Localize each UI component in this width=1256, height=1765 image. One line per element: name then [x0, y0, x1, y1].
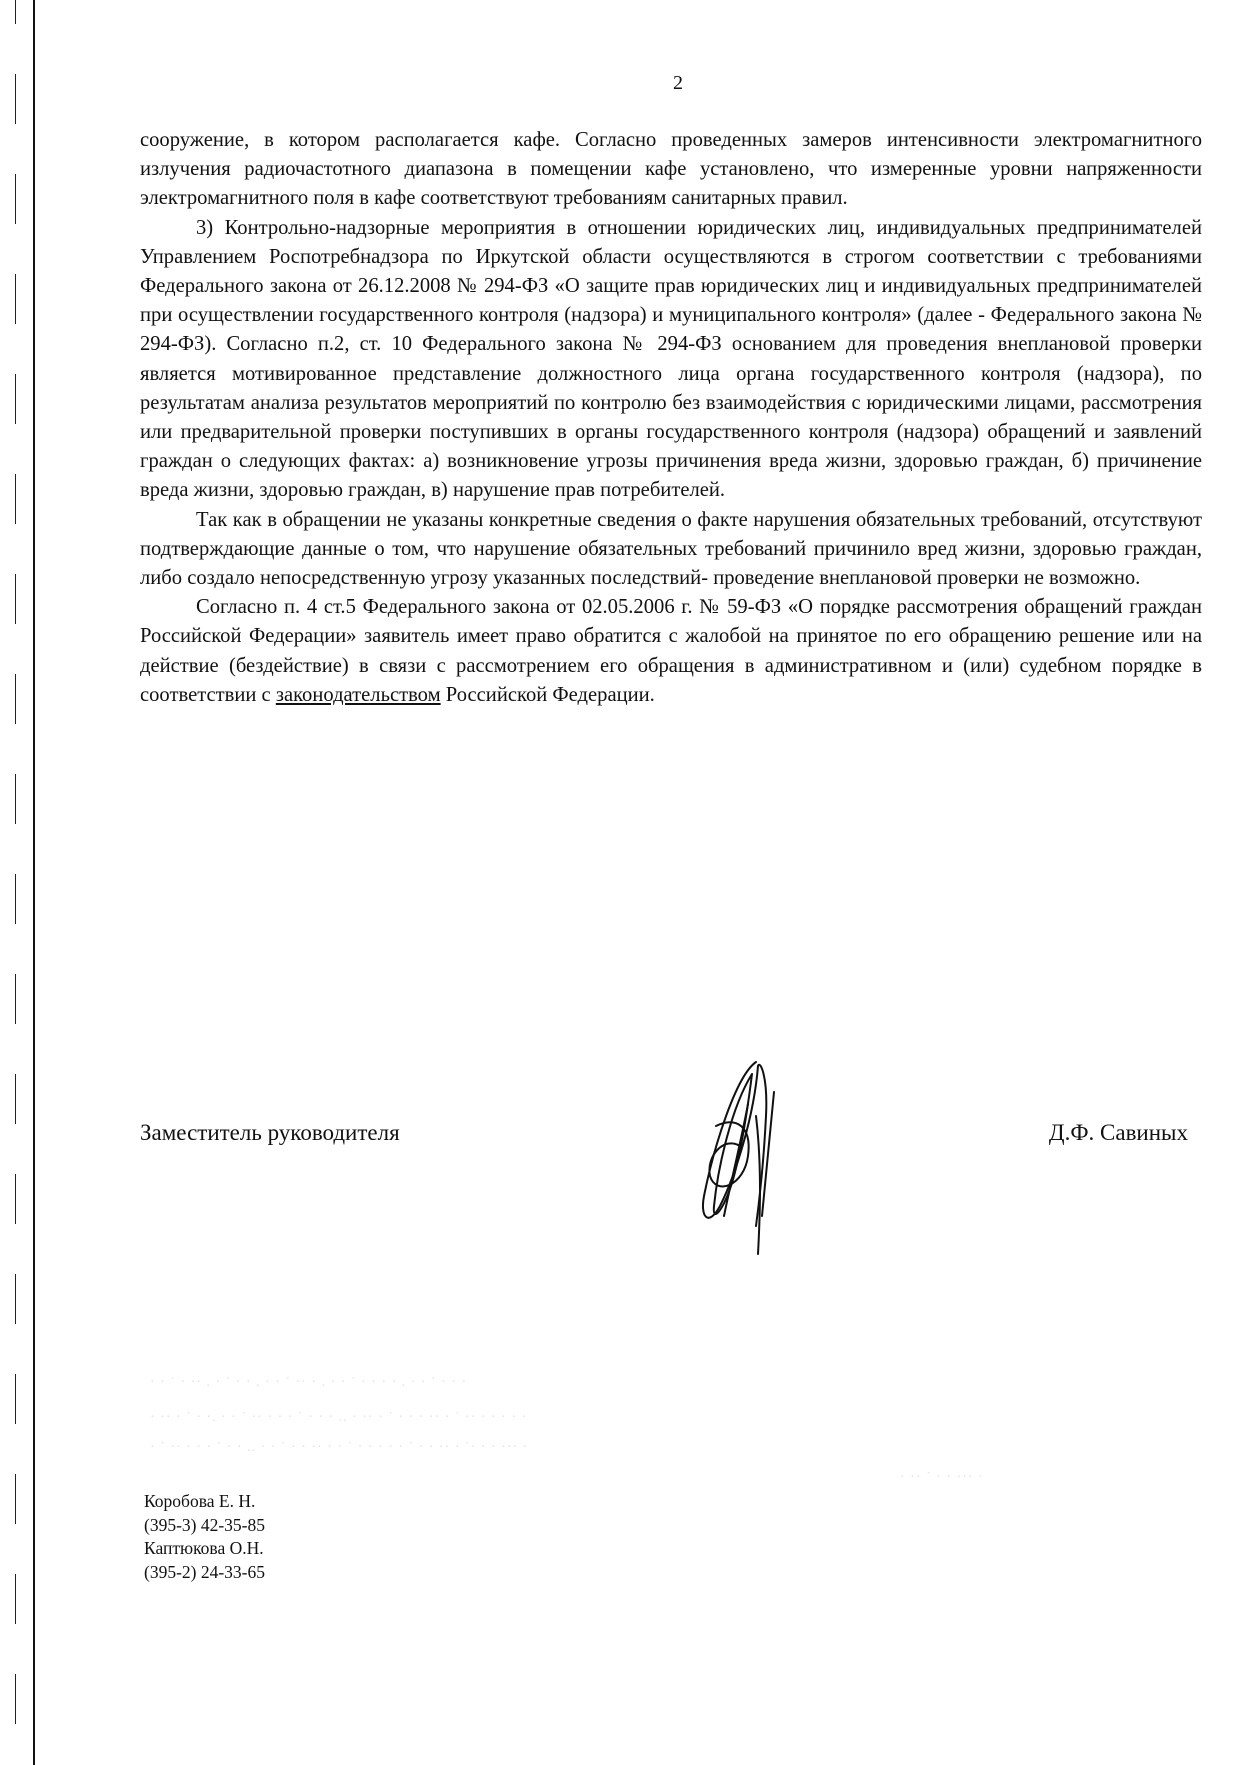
position-title: Заместитель руководителя	[140, 1120, 400, 1145]
scan-edge-dash	[15, 174, 16, 224]
scan-edge-dash	[15, 1574, 16, 1624]
scan-edge-dash	[15, 1174, 16, 1224]
executor-contacts	[144, 1490, 265, 1584]
scan-edge-dash	[15, 674, 16, 724]
scan-edge-dash	[15, 574, 16, 624]
appeal-text-before: Согласно п. 4 ст.5 Федерального закона от 02.05.2006 г. № 59-ФЗ «О порядке рассмотрения обращений граждан Российской Федерации» заявитель имеет право обратится с жалобой на принятое по его обращению решение или на действие (бездействие) в связи с рассмотрением его обращения в административном и (или) судебном порядке в соответствии с	[140, 596, 1202, 706]
scan-edge-dash	[15, 1674, 16, 1724]
scan-edge-dash	[15, 374, 16, 424]
bleed-through-noise: · ·· · ˙ · ·. · · ˙ ·· · · · ˙ · · · .. · ·· · ˙ · · · ·· · ˙ ·· · · · · ·	[150, 1410, 528, 1425]
page-number: 2	[673, 72, 683, 94]
contact-name: Коробова Е. Н.	[144, 1491, 256, 1511]
scan-edge-dash	[15, 274, 16, 324]
handwritten-signature-icon	[696, 1056, 796, 1256]
bleed-through-noise: · · ˙ · ·· . · ˙ · · . · · ˙ ·· · . · · ˙ · · · · . · · ˙ · · ·	[150, 1375, 468, 1390]
scan-edge-dash	[15, 1074, 16, 1124]
legislation-underlined-text: законодательством	[275, 683, 441, 706]
paragraph-no-inspection: Так как в обращении не указаны конкретные сведения о факте нарушения обязательных требований, отсутствуют подтверждающие данные о том, что нарушение обязательных требований причинило вред жизни, здоровью граждан, либо создало непосредственную угрозу указанных последствий- проведение внеплановой проверки не возможно.	[140, 508, 1202, 590]
scan-edge-dash	[15, 974, 16, 1024]
contact-name: Каптюкова О.Н.	[144, 1538, 264, 1558]
scan-edge-dash	[15, 874, 16, 924]
scan-edge-dash	[15, 1474, 16, 1524]
scan-edge-dash	[15, 1374, 16, 1424]
bleed-through-noise: · ·· ˙ · · ··· ·	[900, 1470, 984, 1485]
scan-edge-dash	[15, 474, 16, 524]
paragraph-inspection-rules: 3) Контрольно-надзорные мероприятия в отношении юридических лиц, индивидуальных предпринимателей Управлением Роспотребнадзора по Иркутской области осуществляются в строгом соответствии с требованиями Федерального закона от 26.12.2008 № 294-ФЗ «О защите прав юридических лиц и индивидуальных предпринимателей при осуществлении государственного контроля (надзора) и муниципального контроля» (далее - Федерального закона № 294-ФЗ). Согласно п.2, ст. 10 Федерального закона № 294-ФЗ основанием для проведения внеплановой проверки является мотивированное представление должностного лица органа государственного контроля (надзора), по результатам анализа результатов мероприятий по контролю без взаимодействия с юридическими лицами, рассмотрения или предварительной проверки поступивших в органы государственного контроля (надзора) обращений и заявлений граждан о следующих фактах: а) возникновение угрозы причинения вреда жизни, здоровью граждан, б) причинение вреда жизни, здоровью граждан, в) нарушение прав потребителей.	[140, 216, 1202, 502]
scan-edge-dash	[15, 1274, 16, 1324]
scan-edge-dash	[15, 0, 16, 24]
paragraph-cafe-measurements: сооружение, в котором располагается кафе. Согласно проведенных замеров интенсивности электромагнитного излучения радиочастотного диапазона в помещении кафе установлено, что измеренные уровни напряженности электромагнитного поля в кафе соответствуют требованиям санитарных правил.	[140, 129, 1202, 210]
letter-body	[140, 126, 1202, 710]
scan-edge-dash	[15, 774, 16, 824]
signer-name: Д.Ф. Савиных	[1048, 1120, 1188, 1145]
contact-phone: (395-2) 24-33-65	[144, 1561, 266, 1582]
scan-edge-line	[33, 0, 35, 1765]
appeal-text-after: Российской Федерации.	[440, 683, 655, 706]
scan-edge-dash	[15, 74, 16, 124]
contact-phone: (395-3) 42-35-85	[144, 1514, 266, 1535]
paragraph-appeal-rights	[140, 593, 1202, 710]
bleed-through-noise: · ˙ ·· · · · ˙ · · .. · · ˙ · · ·· · · ˙ · · · · · ˙ · · ·· · ˙· · · ··· ·	[150, 1440, 529, 1455]
